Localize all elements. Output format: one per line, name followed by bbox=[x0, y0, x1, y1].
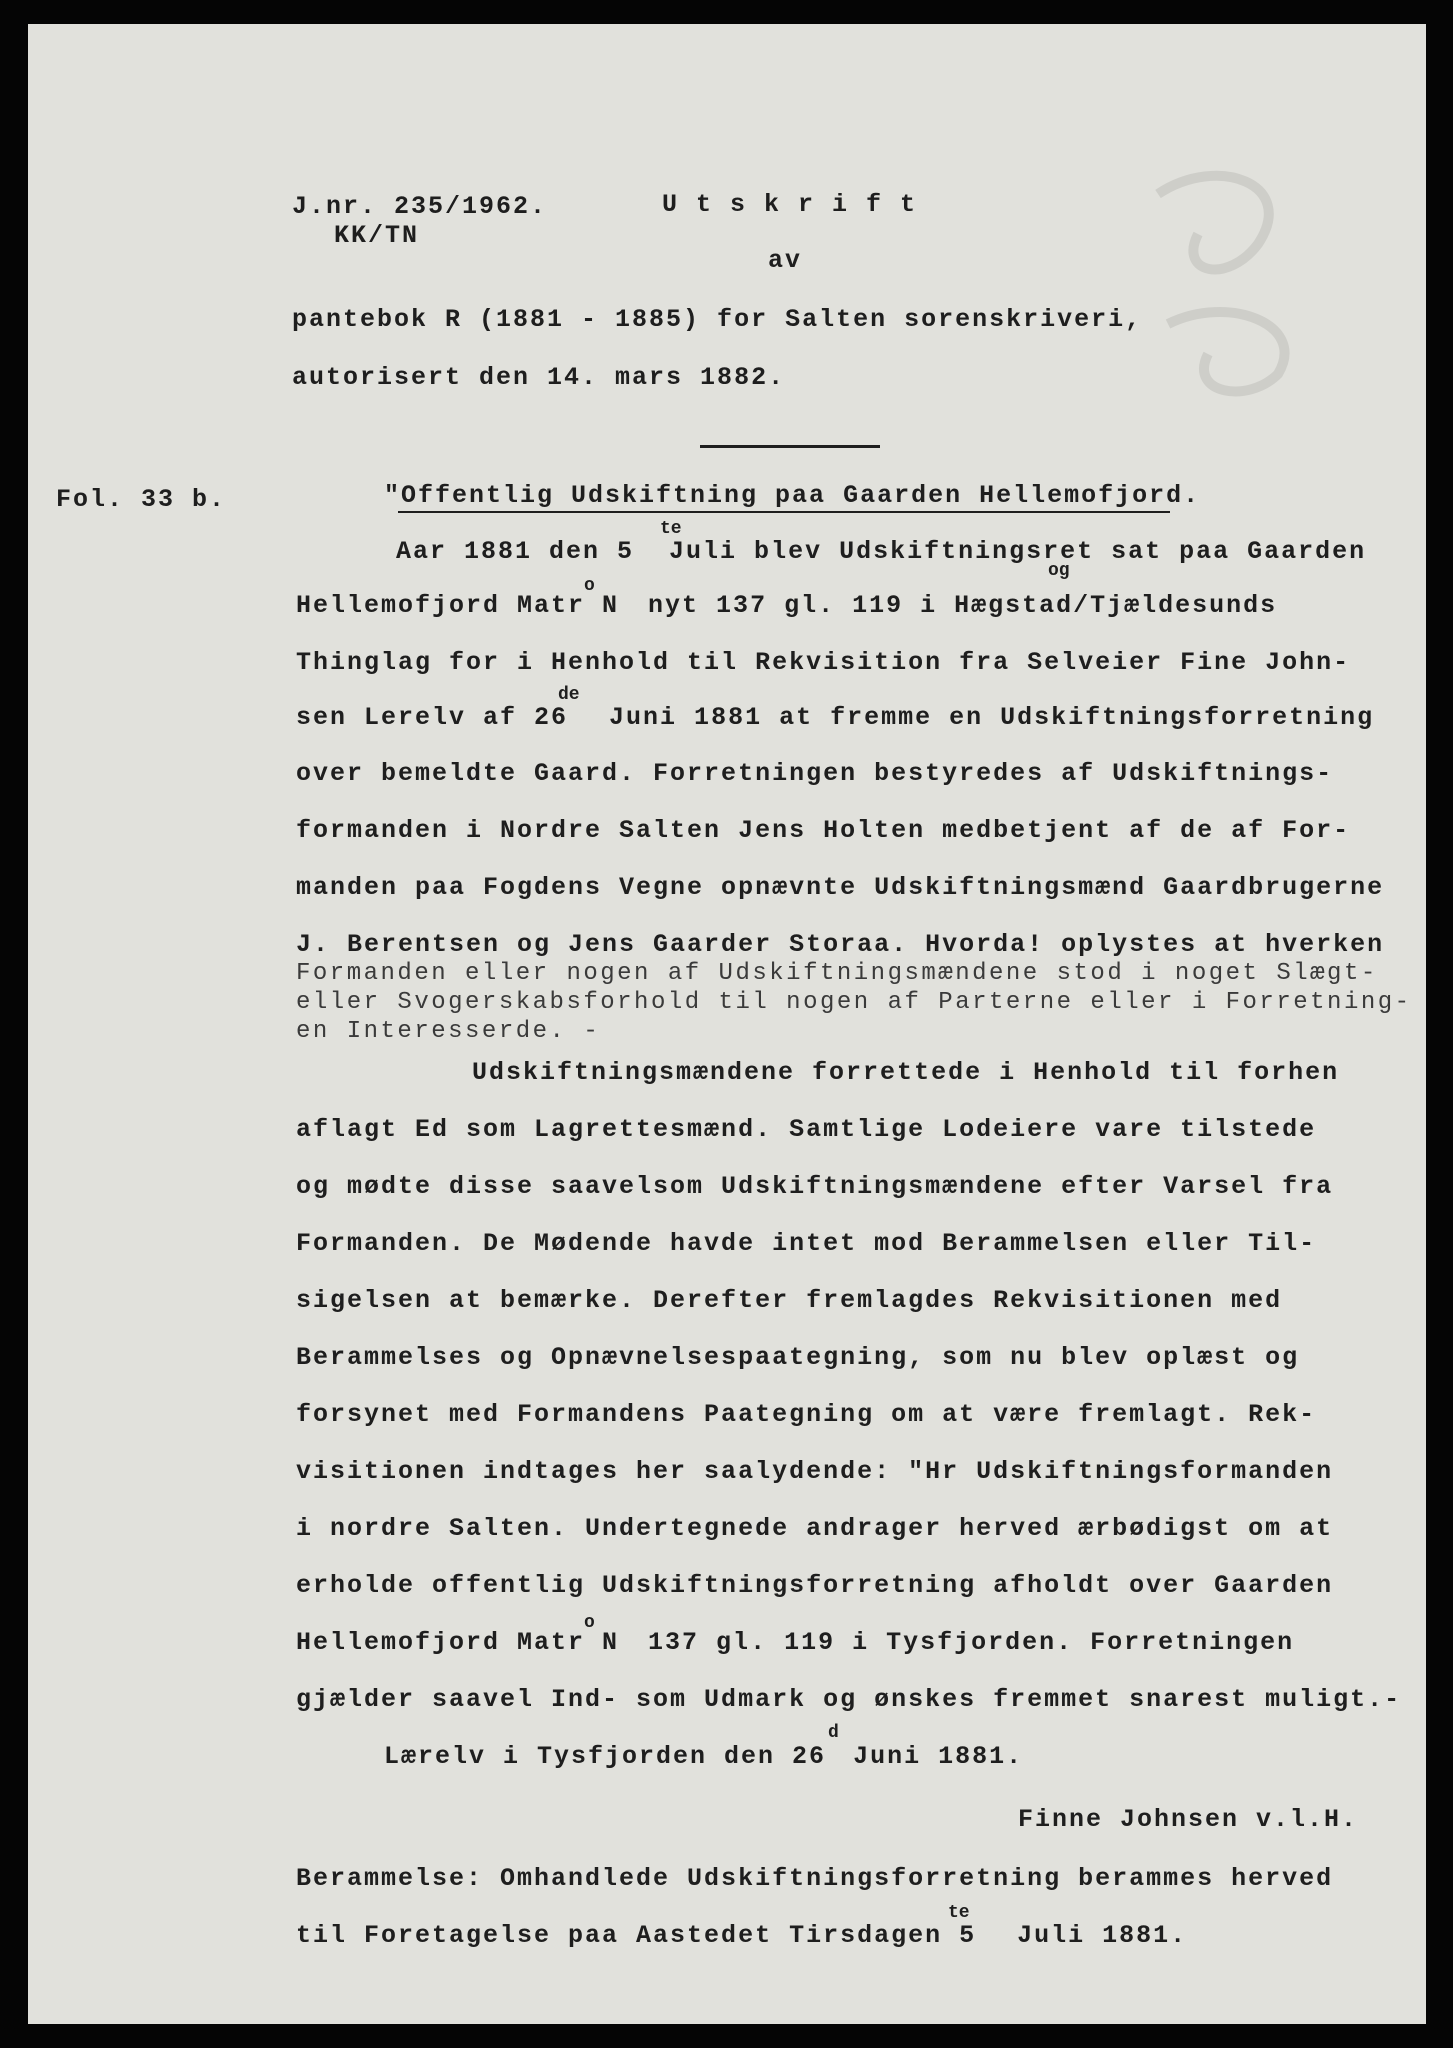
superscript-og: og bbox=[1048, 561, 1070, 581]
superscript-o: o bbox=[584, 576, 595, 596]
body-line-16: sigelsen at bemærke. Derefter fremlagdes Rekvisitionen med bbox=[296, 1286, 1283, 1315]
entry-heading: "Offentlig Udskiftning paa Gaarden Hellemofjord. bbox=[384, 481, 1201, 510]
body-line-17: Berammelses og Opnævnelsespaategning, som nu blev oplæst og bbox=[296, 1343, 1300, 1372]
body-line-14: og mødte disse saavelsom Udskiftningsmændene efter Varsel fra bbox=[296, 1172, 1334, 1201]
insert-line-3: en Interesserde. - bbox=[296, 1018, 601, 1045]
title-av: av bbox=[768, 246, 803, 275]
insert-line-2: eller Svogerskabsforhold til nogen af Parterne eller i Forretning- bbox=[296, 989, 1412, 1016]
body-line-24: Lærelv i Tysfjorden den 26 Juni 1881. bbox=[384, 1742, 1024, 1771]
body-line-23: gjælder saavel Ind- som Udmark og ønskes fremmet snarest muligt.- bbox=[296, 1685, 1402, 1714]
journal-number: J.nr. 235/1962. bbox=[292, 192, 548, 221]
initials: KK/TN bbox=[334, 221, 420, 250]
insert-line-1: Formanden eller nogen af Udskiftningsmændene stod i noget Slægt- bbox=[296, 960, 1378, 987]
superscript-o-2: o bbox=[584, 1613, 595, 1633]
faint-signature-mark bbox=[1138, 154, 1338, 414]
superscript-te-2: te bbox=[948, 1903, 970, 1923]
body-line-21: erholde offentlig Udskiftningsforretning afholdt over Gaarden bbox=[296, 1571, 1334, 1600]
body-line-8: J. Berentsen og Jens Gaarder Storaa. Hvorda! oplystes at hverken bbox=[296, 930, 1385, 959]
body-line-15: Formanden. De Mødende havde intet mod Berammelsen eller Til- bbox=[296, 1229, 1317, 1258]
separator-rule bbox=[700, 445, 880, 448]
signature-line: Finne Johnsen v.l.H. bbox=[1018, 1805, 1359, 1834]
body-line-18: forsynet med Formandens Paategning om at være fremlagt. Rek- bbox=[296, 1400, 1317, 1429]
document-title: U t s k r i f t bbox=[662, 190, 918, 219]
superscript-de: de bbox=[558, 685, 580, 705]
superscript-te: te bbox=[660, 519, 682, 539]
body-line-1: Aar 1881 den 5 Juli blev Udskiftningsret sat paa Gaarden bbox=[396, 537, 1367, 566]
heading-underline bbox=[398, 511, 1170, 513]
body-line-27: til Foretagelse paa Aastedet Tirsdagen 5 Juli 1881. bbox=[296, 1921, 1188, 1950]
body-line-26: Berammelse: Omhandlede Udskiftningsforretning berammes herved bbox=[296, 1864, 1334, 1893]
body-line-2: Hellemofjord Matr N nyt 137 gl. 119 i Hægstad/Tjældesunds bbox=[296, 591, 1278, 620]
body-line-3: Thinglag for i Henhold til Rekvisition fra Selveier Fine John- bbox=[296, 648, 1351, 677]
body-line-19: visitionen indtages her saalydende: "Hr Udskiftningsformanden bbox=[296, 1457, 1334, 1486]
body-line-6: formanden i Nordre Salten Jens Holten medbetjent af de af For- bbox=[296, 816, 1351, 845]
body-line-5: over bemeldte Gaard. Forretningen bestyredes af Udskiftnings- bbox=[296, 759, 1334, 788]
body-line-12: Udskiftningsmændene forrettede i Henhold til forhen bbox=[472, 1058, 1340, 1087]
header-line-1: pantebok R (1881 - 1885) for Salten sorenskriveri, bbox=[292, 305, 1143, 334]
body-line-20: i nordre Salten. Undertegnede andrager herved ærbødigst om at bbox=[296, 1514, 1334, 1543]
body-line-22: Hellemofjord Matr N 137 gl. 119 i Tysfjorden. Forretningen bbox=[296, 1628, 1295, 1657]
superscript-d: d bbox=[828, 1723, 839, 1743]
body-line-13: aflagt Ed som Lagrettesmænd. Samtlige Lodeiere vare tilstede bbox=[296, 1115, 1317, 1144]
margin-note-folio: Fol. 33 b. bbox=[56, 485, 227, 514]
header-line-2: autorisert den 14. mars 1882. bbox=[292, 363, 786, 392]
document-page bbox=[28, 24, 1426, 2024]
body-line-7: manden paa Fogdens Vegne opnævnte Udskiftningsmænd Gaardbrugerne bbox=[296, 873, 1385, 902]
body-line-4: sen Lerelv af 26 Juni 1881 at fremme en Udskiftningsforretning bbox=[296, 703, 1375, 732]
